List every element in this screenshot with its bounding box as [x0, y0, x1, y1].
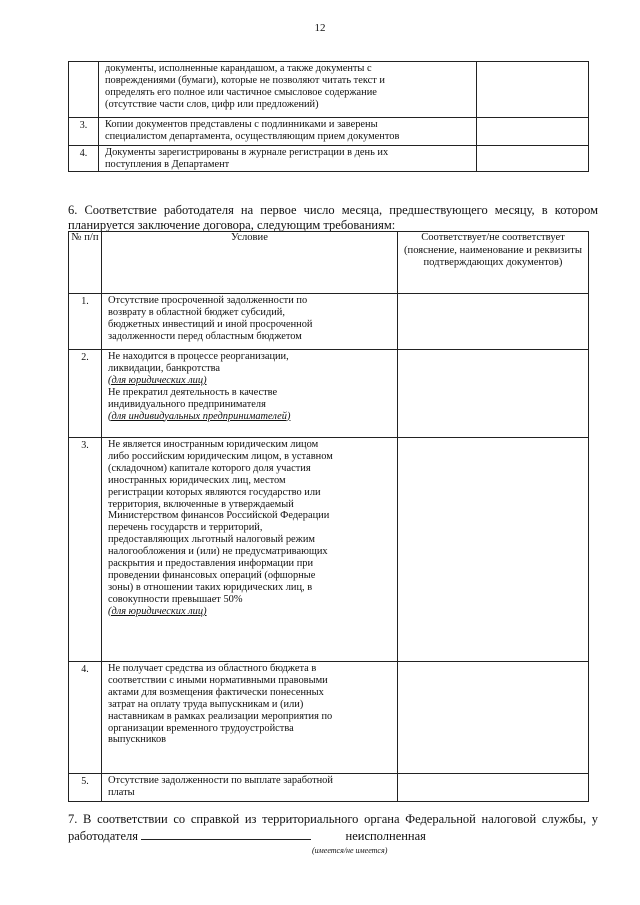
cell-text-line: Отсутствие просроченной задолженности по	[108, 295, 308, 306]
section-7-text-before: 7. В соответствии со справкой из территориального органа Федеральной налоговой службы, у работодателя	[68, 812, 598, 843]
availability-note: (имеется/не имеется)	[312, 846, 388, 855]
header-condition: Условие	[102, 232, 398, 294]
cell-text-line: затрат на оплату труда выпускникам и (или)	[108, 698, 304, 710]
cell-text-line: совокупности превышает 50%	[108, 593, 243, 605]
table-row	[69, 350, 589, 438]
table-row	[69, 294, 589, 350]
cell-text-line: перечень государств и территорий,	[108, 522, 263, 534]
row-number: 4.	[69, 662, 102, 774]
row-compliance-field[interactable]	[398, 662, 589, 774]
cell-text-line: (отсутствие части слов, цифр или предложений)	[105, 98, 319, 110]
cell-text-line: (для юридических лиц)	[108, 605, 207, 617]
cell-text-line: определять его полное или частичное смысловое содержание	[105, 86, 377, 98]
header-num: № п/п	[69, 232, 102, 294]
availability-blank-field[interactable]	[141, 827, 311, 840]
cell-text-line: Не находится в процессе реорганизации,	[108, 351, 289, 362]
row-compliance-field[interactable]	[398, 774, 589, 802]
page-number: 12	[314, 22, 326, 34]
cell-text-line: Отсутствие задолженности по выплате заработной	[108, 775, 333, 786]
row-number: 5.	[69, 774, 102, 802]
table-document-checks	[68, 61, 589, 172]
row-compliance-field[interactable]	[398, 294, 589, 350]
table-employer-requirements	[68, 231, 589, 802]
cell-text-line: платы	[108, 786, 135, 798]
row-condition	[102, 774, 398, 802]
cell-text-line: возврату в областной бюджет субсидий,	[108, 306, 285, 318]
table-row	[69, 62, 589, 118]
cell-text-line: организации временного трудоустройства	[108, 722, 294, 734]
cell-text-line: повреждениями (бумаги), которые не позволяют читать текст и	[105, 74, 385, 86]
section-7-text-after: неисполненная	[345, 828, 426, 843]
table-row	[69, 774, 589, 802]
cell-text-line: территория, включенные в утверждаемый	[108, 498, 294, 510]
section-6-text: 6. Соответствие работодателя на первое число месяца, предшествующего месяцу, в котором планируется заключение договора, следующим требованиям:	[68, 203, 598, 232]
cell-text-line: бюджетных инвестиций и иной просроченной	[108, 318, 313, 330]
row-number: 3.	[69, 118, 99, 146]
row-result-field[interactable]	[477, 118, 589, 146]
cell-text-line: налогообложения и (или) не предусматривающих	[108, 546, 328, 558]
row-condition	[102, 662, 398, 774]
row-condition	[99, 118, 477, 146]
cell-text-line: выпускников	[108, 734, 167, 746]
cell-text-line: соответствии с иными нормативными правовыми	[108, 674, 328, 686]
row-number: 3.	[69, 438, 102, 662]
cell-text-line: Не получает средства из областного бюджета в	[108, 663, 317, 674]
cell-text-line: (для юридических лиц)	[108, 374, 207, 386]
cell-text-line: задолженности перед областным бюджетом	[108, 330, 302, 342]
cell-text-line: ликвидации, банкротства	[108, 362, 220, 374]
cell-text-line: специалистом департамента, осуществляющим прием документов	[105, 130, 400, 142]
cell-text-line: Копии документов представлены с подлинниками и заверены	[105, 119, 378, 130]
row-condition	[99, 146, 477, 172]
row-number: 1.	[69, 294, 102, 350]
table-row	[69, 146, 589, 172]
row-condition	[99, 62, 477, 118]
row-result-field[interactable]	[477, 146, 589, 172]
cell-text-line: документы, исполненные карандашом, а также документы с	[105, 63, 372, 74]
table-row	[69, 118, 589, 146]
cell-text-line: иностранных юридических лиц, местом	[108, 474, 286, 486]
table-row	[69, 662, 589, 774]
cell-text-line: проведении финансовых операций (офшорные	[108, 569, 316, 581]
cell-text-line: Министерством финансов Российской Федерации	[108, 510, 330, 522]
cell-text-line: наставникам в рамках реализации мероприятия по	[108, 710, 333, 722]
cell-text-line: предоставляющих льготный налоговый режим	[108, 534, 315, 546]
cell-text-line: актами для возмещения фактически понесенных	[108, 686, 324, 698]
row-condition	[102, 438, 398, 662]
cell-text-line: (для индивидуальных предпринимателей)	[108, 410, 291, 422]
row-compliance-field[interactable]	[398, 438, 589, 662]
cell-text-line: раскрытия и предоставления информации при	[108, 558, 314, 570]
cell-text-line: (складочном) капитале которого доля участия	[108, 462, 311, 474]
row-number	[69, 62, 99, 118]
cell-text-line: зоны) в отношении таких юридических лиц, в	[108, 581, 313, 593]
header-compliance: Соответствует/не соответствует (пояснение, наименование и реквизиты подтверждающих документов)	[398, 232, 589, 294]
cell-text-line: либо российским юридическим лицом, в уставном	[108, 450, 333, 462]
cell-text-line: поступления в Департамент	[105, 158, 230, 170]
row-number: 4.	[69, 146, 99, 172]
section-7-text	[68, 812, 598, 843]
row-condition	[102, 350, 398, 438]
row-condition	[102, 294, 398, 350]
cell-text-line: Не прекратил деятельность в качестве	[108, 386, 278, 398]
table-row	[69, 438, 589, 662]
row-result-field[interactable]	[477, 62, 589, 118]
cell-text-line: индивидуального предпринимателя	[108, 398, 266, 410]
row-number: 2.	[69, 350, 102, 438]
cell-text-line: Документы зарегистрированы в журнале регистрации в день их	[105, 147, 389, 158]
cell-text-line: Не является иностранным юридическим лицом	[108, 439, 319, 450]
cell-text-line: регистрации которых являются государство или	[108, 486, 321, 498]
row-compliance-field[interactable]	[398, 350, 589, 438]
